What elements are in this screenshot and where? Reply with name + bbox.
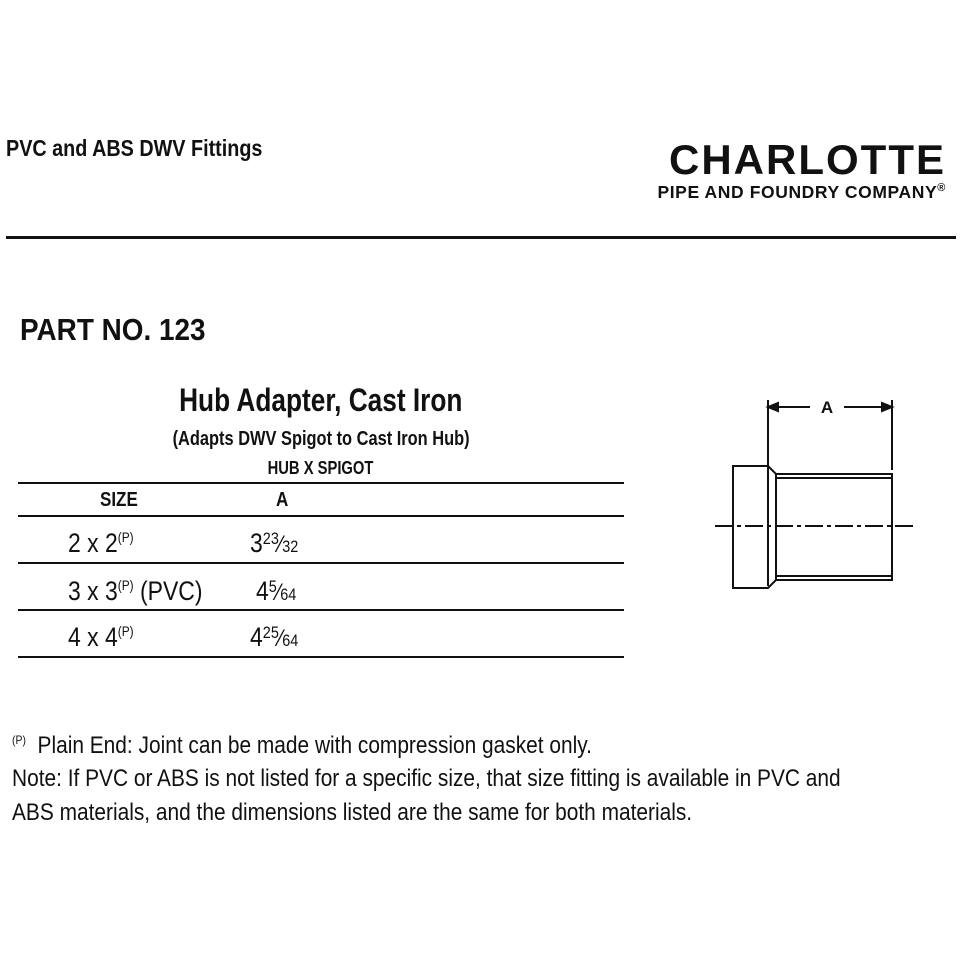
table-cell-size	[68, 622, 134, 653]
note-line-1: Note: If PVC or ABS is not listed for a specific size, that size fitting is available in PVC and	[12, 765, 841, 792]
connection-type	[18, 458, 624, 479]
a-numerator: 23	[262, 529, 279, 548]
a-whole: 4	[250, 622, 263, 652]
size-value: 4 x 4	[68, 622, 118, 652]
table-cell-size	[68, 528, 134, 559]
a-denominator: 64	[280, 585, 297, 604]
arrow-right-icon	[882, 403, 892, 411]
size-value: 2 x 2	[68, 528, 118, 558]
a-denominator: 64	[282, 631, 299, 650]
plain-end-mark: (P)	[117, 623, 134, 639]
size-value: 3 x 3	[68, 576, 118, 606]
a-fraction: 23⁄32	[262, 529, 299, 558]
brand-subtitle	[586, 182, 946, 203]
header-divider	[6, 236, 956, 239]
a-whole: 3	[250, 528, 263, 558]
product-subtitle	[18, 428, 624, 451]
column-header-size: SIZE	[100, 489, 138, 511]
plain-end-text: Plain End: Joint can be made with compression gasket only.	[37, 732, 592, 759]
table-cell-size	[68, 576, 202, 607]
a-denominator: 32	[282, 537, 299, 556]
table-row-rule	[18, 609, 624, 611]
connection-type-text: HUB X SPIGOT	[268, 458, 374, 478]
a-numerator: 25	[262, 623, 279, 642]
product-title	[18, 382, 624, 419]
product-title-text: Hub Adapter, Cast Iron	[179, 382, 463, 418]
table-cell-a	[250, 528, 298, 559]
plain-end-note	[12, 732, 592, 760]
note-line-2: ABS materials, and the dimensions listed are the same for both materials.	[12, 799, 693, 826]
table-header-rule	[18, 515, 624, 517]
part-number: PART NO. 123	[20, 312, 206, 347]
table-top-rule	[18, 482, 624, 484]
table-row-rule	[18, 562, 624, 564]
a-numerator: 5	[268, 577, 277, 596]
a-fraction: 5⁄64	[268, 577, 297, 606]
a-fraction: 25⁄64	[262, 623, 299, 652]
size-extra: (PVC)	[133, 576, 203, 606]
brand-subtitle-text: PIPE AND FOUNDRY COMPANY	[657, 182, 938, 202]
document-title: PVC and ABS DWV Fittings	[6, 135, 263, 161]
brand-name: CHARLOTTE	[669, 136, 946, 183]
table-bottom-rule	[18, 656, 624, 658]
registered-mark: ®	[937, 182, 946, 195]
plain-end-mark: (P)	[117, 529, 134, 545]
arrow-left-icon	[768, 403, 778, 411]
product-subtitle-text: (Adapts DWV Spigot to Cast Iron Hub)	[172, 428, 470, 450]
brand-logo	[586, 138, 946, 203]
note-mark: (P)	[12, 733, 26, 747]
fitting-diagram	[700, 390, 930, 605]
table-cell-a	[256, 576, 296, 607]
column-header-a: A	[276, 489, 289, 511]
table-cell-a	[250, 622, 298, 653]
a-whole: 4	[256, 576, 269, 606]
plain-end-mark: (P)	[117, 577, 134, 593]
dimension-label: A	[820, 398, 834, 417]
